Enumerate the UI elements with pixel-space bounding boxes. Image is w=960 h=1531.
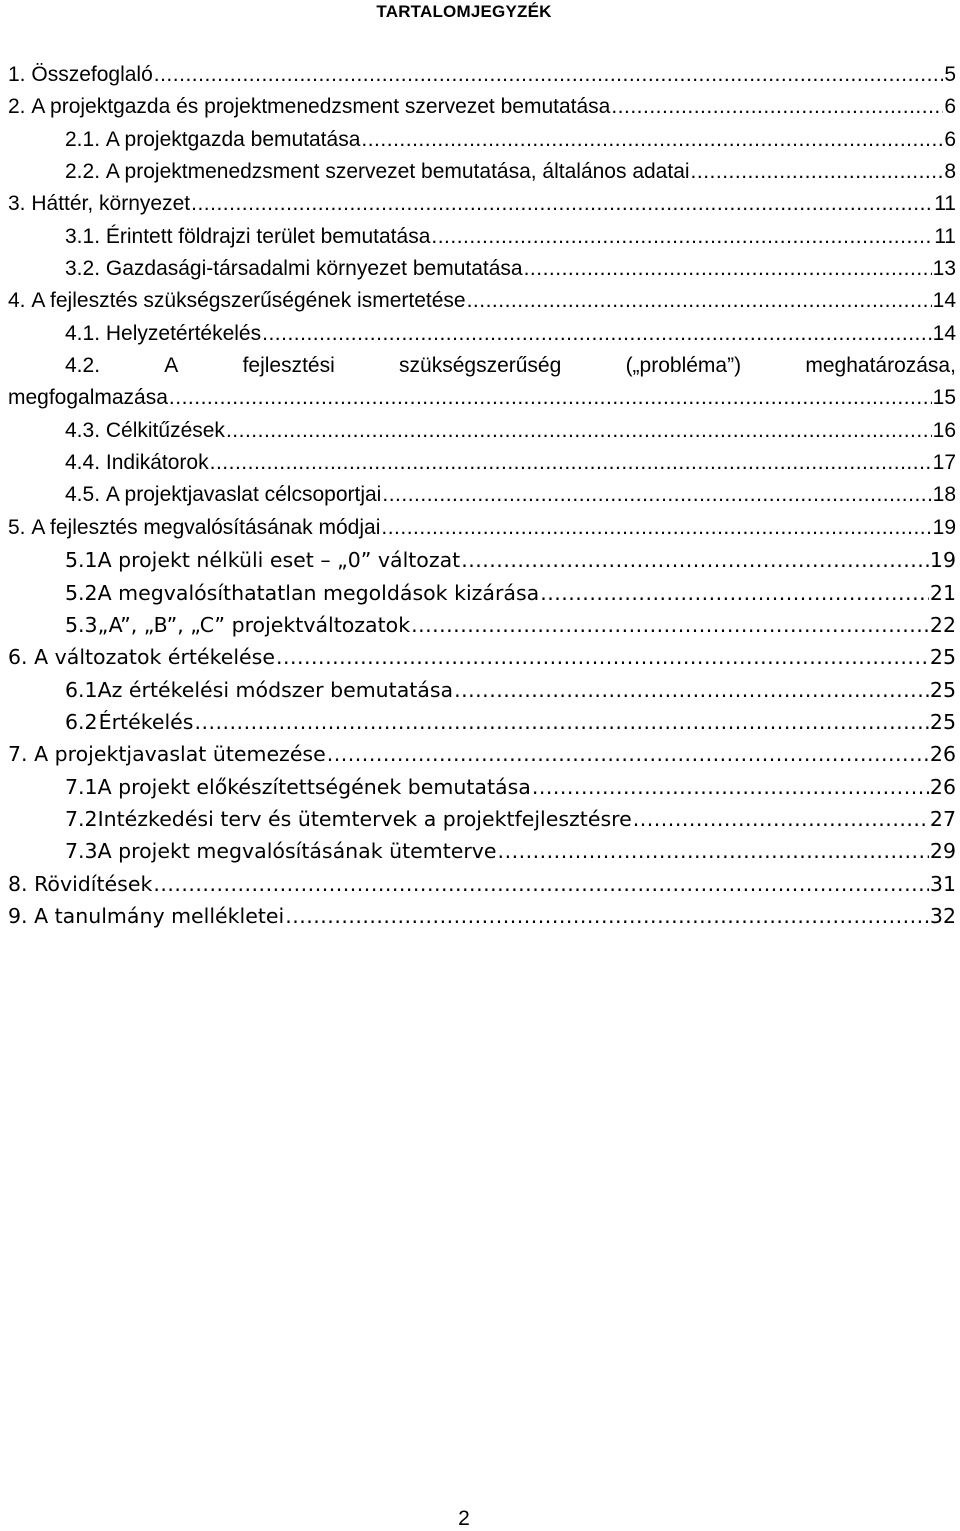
toc-entry-title-word: fejlesztési [242,354,335,378]
leader-dots [381,516,931,540]
toc-entry-4-4[interactable] [8,451,956,483]
toc-entry-title: A projekt nélküli eset – „0” változat [97,548,461,573]
toc-entry-page: 13 [932,257,956,281]
toc-entry-title: Intézkedési terv és ütemtervek a projektfejlesztésre [97,806,632,831]
toc-entry-page: 17 [932,451,956,475]
toc-entry-title: Célkitűzések [105,418,225,442]
leader-dots [633,807,929,831]
toc-entry-4-2[interactable] [8,354,956,386]
leader-dots [411,613,929,637]
toc-entry-title: A fejlesztés szükségszerűségének ismertetése [31,289,466,313]
toc-entry-title-word: meghatározása, [805,354,956,378]
leader-dots [611,95,943,119]
toc-entry-number: 4.2. [65,354,101,378]
toc-entry-number: 3.1. [65,224,101,248]
toc-entry-page: 26 [929,774,956,799]
toc-entry-2-2[interactable] [8,160,956,192]
toc-entry-title: A projektgazda és projektmenedzsment szervezet bemutatása [31,95,611,119]
leader-dots [454,678,929,702]
leader-dots [540,581,929,605]
toc-entry-page: 14 [932,321,956,345]
page-number: 2 [458,1507,470,1530]
toc-entry-number: 7.2 [65,806,98,831]
toc-entry-7-1[interactable] [8,775,956,807]
toc-entry-title: Indikátorok [105,451,209,475]
toc-entry-page: 29 [929,839,956,864]
toc-entry-title: A tanulmány mellékletei [34,903,285,928]
toc-entry-number: 6.1 [65,677,98,702]
leader-dots [210,451,932,475]
leader-dots [169,386,932,410]
leader-dots [153,872,929,896]
toc-entry-number: 5.1 [65,548,98,573]
toc-entry-6-2[interactable] [8,710,956,742]
toc-entry-4-2-continued[interactable] [8,386,956,418]
toc-entry-number: 5. [8,515,26,539]
toc-entry-5-3[interactable] [8,613,956,645]
toc-entry-number: 7.1 [65,774,98,799]
toc-entry-page: 15 [932,386,956,410]
leader-dots [276,645,929,669]
toc-entry-4-5[interactable] [8,483,956,515]
toc-entry-title: A fejlesztés megvalósításának módjai [31,515,381,539]
toc-entry-4-1[interactable] [8,322,956,354]
toc-entry-number: 5.2 [65,580,98,605]
toc-entry-2-1[interactable] [8,128,956,160]
toc-entry-title: Összefoglaló [31,63,153,86]
toc-entry-number: 6.2 [65,709,98,734]
leader-dots [524,257,932,281]
toc-entry-number: 6. [8,645,28,670]
toc-entry-title: A megvalósíthatatlan megoldások kizárása [97,580,540,605]
toc-entry-title: Érintett földrajzi terület bemutatása [105,224,431,248]
toc-entry-2[interactable] [8,95,956,127]
toc-entry-number: 7.3 [65,839,98,864]
leader-dots [285,904,929,928]
toc-entry-page: 21 [929,580,956,605]
toc-entry-7-2[interactable] [8,807,956,839]
toc-entry-page: 32 [929,903,956,928]
toc-entry-page: 19 [932,515,956,539]
toc-entry-page: 22 [929,612,956,637]
toc-entry-5[interactable] [8,516,956,548]
leader-dots [226,419,932,443]
toc-entry-5-1[interactable] [8,548,956,580]
toc-entry-number: 4.1. [65,321,101,345]
toc-entry-page: 14 [932,289,956,313]
toc-entry-title: megfogalmazása [8,386,168,410]
toc-entry-page: 8 [944,160,956,184]
toc-entry-7-3[interactable] [8,839,956,871]
toc-entry-page: 11 [934,192,956,216]
toc-entry-title: Rövidítések [34,871,153,896]
toc-entry-number: 1. [8,63,26,86]
leader-dots [532,775,929,799]
toc-entry-page: 19 [929,548,956,573]
leader-dots [382,483,931,507]
toc-entry-number: 9. [8,903,28,928]
toc-entry-title: A projektgazda bemutatása [105,127,361,151]
toc-entry-page: 25 [929,709,956,734]
table-of-contents [8,63,956,936]
toc-entry-title: Háttér, környezet [31,192,191,216]
toc-entry-page: 26 [929,742,956,767]
toc-entry-page: 25 [929,677,956,702]
toc-entry-page: 18 [932,483,956,507]
toc-entry-title-word: szükségszerűség [399,354,562,378]
toc-entry-6-1[interactable] [8,678,956,710]
toc-entry-number: 8. [8,871,28,896]
toc-entry-title: „A”, „B”, „C” projektváltozatok [97,612,411,637]
toc-entry-number: 2. [8,95,26,119]
toc-entry-9[interactable] [8,904,956,936]
leader-dots [498,839,929,863]
toc-entry-6[interactable] [8,645,956,677]
toc-entry-title: A projektjavaslat ütemezése [34,742,326,767]
toc-entry-5-2[interactable] [8,581,956,613]
leader-dots [154,63,944,87]
toc-entry-page: 6 [944,95,956,119]
toc-entry-page: 6 [944,127,956,151]
toc-entry-title: Az értékelési módszer bemutatása [97,677,454,702]
toc-entry-title: A változatok értékelése [34,645,275,670]
toc-entry-title: A projektmenedzsment szervezet bemutatása, általános adatai [105,160,690,184]
leader-dots [361,128,943,152]
toc-entry-1[interactable] [8,63,956,95]
toc-entry-7[interactable] [8,742,956,774]
toc-entry-page: 27 [929,806,956,831]
toc-entry-page: 31 [929,871,956,896]
toc-entry-3-2[interactable] [8,257,956,289]
toc-entry-3[interactable] [8,192,956,224]
toc-entry-title-word: A [164,354,179,378]
toc-entry-title: A projekt megvalósításának ütemterve [97,839,497,864]
leader-dots [262,322,932,346]
toc-entry-number: 4.4. [65,451,101,475]
toc-entry-title: A projekt előkészítettségének bemutatása [97,774,531,799]
toc-entry-number: 3.2. [65,257,101,281]
toc-entry-page: 5 [944,63,956,86]
leader-dots [191,192,933,216]
toc-entry-4-3[interactable] [8,419,956,451]
page-title: TARTALOMJEGYZÉK [376,2,552,21]
leader-dots [467,289,932,313]
toc-entry-number: 4. [8,289,26,313]
toc-entry-title-word: („probléma”) [625,354,742,378]
toc-entry-8[interactable] [8,872,956,904]
toc-entry-number: 4.3. [65,418,101,442]
toc-entry-page: 16 [932,418,956,442]
toc-entry-title: A projektjavaslat célcsoportjai [105,483,382,507]
leader-dots [327,742,929,766]
toc-entry-number: 2.2. [65,160,101,184]
toc-entry-number: 7. [8,742,28,767]
leader-dots [194,710,928,734]
leader-dots [691,160,944,184]
toc-entry-4[interactable] [8,289,956,321]
toc-entry-number: 4.5. [65,483,101,507]
leader-dots [461,548,929,572]
toc-entry-title: Értékelés [98,709,194,734]
toc-entry-3-1[interactable] [8,225,956,257]
toc-entry-title: Helyzetértékelés [105,321,262,345]
toc-entry-page: 25 [929,645,956,670]
leader-dots [431,225,933,249]
toc-entry-number: 3. [8,192,26,216]
toc-entry-number: 5.3 [65,612,98,637]
toc-entry-number: 2.1. [65,127,101,151]
toc-entry-page: 11 [934,224,956,248]
toc-entry-title: Gazdasági-társadalmi környezet bemutatása [105,257,523,281]
